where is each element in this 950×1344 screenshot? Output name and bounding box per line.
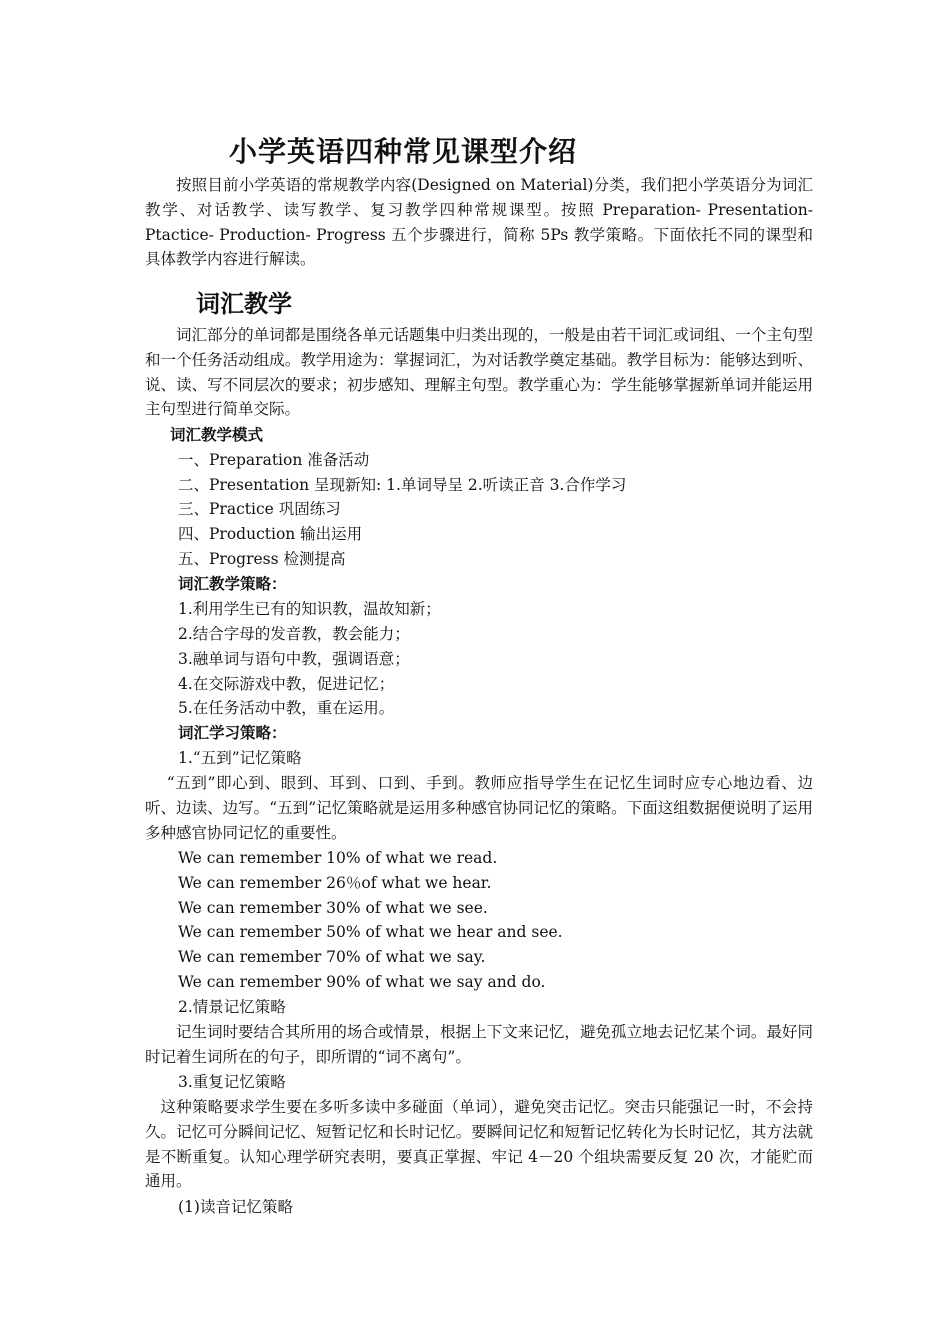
- mode-step: 四、Production 输出运用: [178, 525, 363, 543]
- strategy-text-1: “五到”即心到、眼到、耳到、口到、手到。教师应指导学生在记忆生词时应专心地边看、边听、边读、边写。“五到”记忆策略就是运用多种感官协同记忆的策略。下面这组数据便说明了运用多种感官协同记忆的重要性。: [145, 774, 813, 842]
- strategy-item: 1.利用学生已有的知识教，温故知新；: [178, 600, 441, 618]
- mode-heading: 词汇教学模式: [170, 425, 264, 444]
- vocab-overview-paragraph: 词汇部分的单词都是围绕各单元话题集中归类出现的，一般是由若干词汇或词组、一个主句型和一个任务活动组成。教学用途为：掌握词汇，为对话教学奠定基础。教学目标为：能够达到听、说、读、写不同层次的要求；初步感知、理解主句型。教学重心为：学生能够掌握新单词并能运用主句型进行简单交际。: [145, 326, 813, 419]
- strategy-item: 3.融单词与语句中教，强调语意；: [178, 650, 410, 668]
- strategy-text-3: 这种策略要求学生要在多听多读中多碰面（单词），避免突击记忆。突击只能强记一时，不会持久。记忆可分瞬间记忆、短暂记忆和长时记忆。要瞬间记忆和短暂记忆转化为长时记忆，其方法就是不断重复。认知心理学研究表明，要真正掌握、牢记 4－20 个组块需要反复 20 次，才能贮而通用。: [145, 1098, 813, 1191]
- memory-line: We can remember 26％of what we hear.: [178, 874, 492, 892]
- mode-step: 二、Presentation 呈现新知: 1.单词导呈 2.听读正音 3.合作学习: [178, 476, 627, 494]
- strategy-item: 4.在交际游戏中教，促进记忆；: [178, 675, 395, 693]
- strategy-title-3: 3.重复记忆策略: [178, 1073, 286, 1091]
- strategy-title-2: 2.情景记忆策略: [178, 998, 286, 1016]
- strategy-subtitle-3-1: (1)读音记忆策略: [178, 1198, 293, 1216]
- strategy-item: 2.结合字母的发音教，教会能力；: [178, 625, 410, 643]
- strategy-title-1: 1.“五到”记忆策略: [178, 749, 302, 767]
- document-title: 小学英语四种常见课型介绍: [229, 135, 578, 168]
- strategy-item: 5.在任务活动中教，重在运用。: [178, 699, 395, 717]
- learning-heading: 词汇学习策略：: [178, 723, 287, 742]
- mode-step: 五、Progress 检测提高: [178, 550, 346, 568]
- section-heading-vocab: 词汇教学: [196, 289, 292, 318]
- memory-line: We can remember 10% of what we read.: [178, 849, 498, 867]
- mode-step: 三、Practice 巩固练习: [178, 500, 341, 518]
- mode-step: 一、Preparation 准备活动: [178, 451, 370, 469]
- memory-line: We can remember 70% of what we say.: [178, 948, 486, 966]
- memory-line: We can remember 30% of what we see.: [178, 899, 488, 917]
- strategy-text-2: 记生词时要结合其所用的场合或情景，根据上下文来记忆，避免孤立地去记忆某个词。最好同时记着生词所在的句子，即所谓的“词不离句”。: [145, 1023, 813, 1066]
- intro-paragraph: 按照目前小学英语的常规教学内容(Designed on Material)分类，我们把小学英语分为词汇教学、对话教学、读写教学、复习教学四种常规课型。按照 Preparation- Presentation- Ptactice- Production- Progress 五个步骤进行，简称 5Ps 教学策略。下面依托不同的课型和具体教学内容进行解读。: [145, 176, 813, 269]
- memory-line: We can remember 50% of what we hear and see.: [178, 923, 563, 941]
- memory-line: We can remember 90% of what we say and do.: [178, 973, 546, 991]
- strategy-heading: 词汇教学策略：: [178, 574, 287, 593]
